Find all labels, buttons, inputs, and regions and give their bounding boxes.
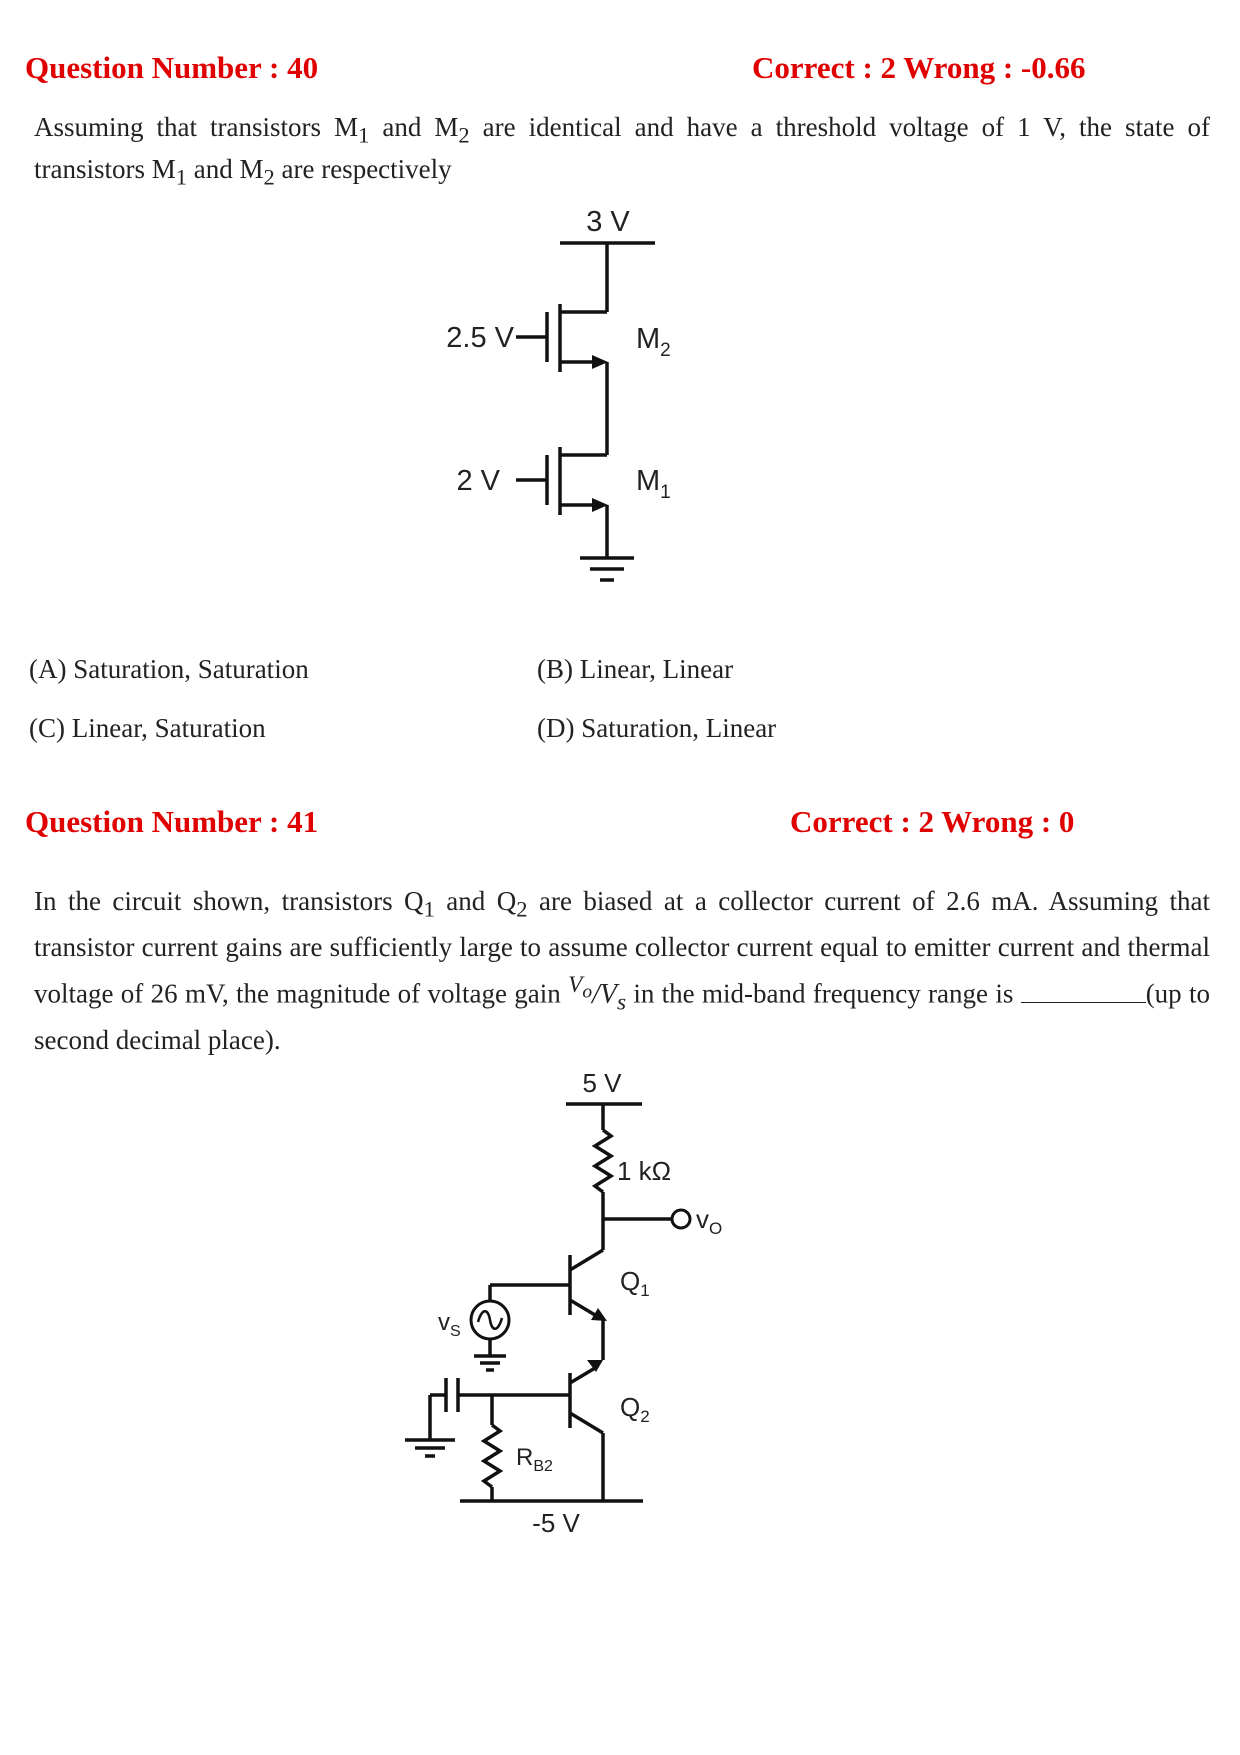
q41-question-text: In the circuit shown, transistors $Q_1$ and $Q_2$ are biased at a collector current of 2.6 mA. Assuming that transistor current gains are sufficiently large to assume collector current equal to emitter current and thermal voltage of 26 mV, the magnitude of voltage gain $^{V_o}/V_s$ in the mid-band frequency range is (up to second decimal place). bbox=[34, 886, 1211, 1056]
q40-option-d[interactable]: (D) Saturation, Linear bbox=[537, 713, 777, 743]
cap-ground-icon bbox=[405, 1440, 455, 1456]
q40-number: Question Number : 40 bbox=[25, 50, 319, 85]
q40-supply-label: 3 V bbox=[586, 206, 630, 238]
q40-option-b[interactable]: (B) Linear, Linear bbox=[537, 654, 734, 684]
base-resistor bbox=[484, 1425, 500, 1487]
q1-transistor bbox=[490, 1250, 607, 1360]
q41-supply-label: 5 V bbox=[582, 1068, 622, 1098]
q1-label: $Q_1$ bbox=[620, 1266, 650, 1300]
m2-transistor bbox=[516, 304, 608, 455]
q40-option-a[interactable]: (A) Saturation, Saturation bbox=[29, 654, 309, 684]
q40-option-c[interactable]: (C) Linear, Saturation bbox=[29, 713, 266, 743]
output-terminal-icon bbox=[672, 1210, 690, 1228]
neg-supply-label: -5 V bbox=[532, 1508, 580, 1538]
q2-label: $Q_2$ bbox=[620, 1392, 650, 1426]
q2-transistor bbox=[458, 1360, 603, 1501]
m1-gate-label: 2 V bbox=[456, 465, 500, 497]
m1-transistor bbox=[516, 447, 608, 558]
m2-gate-label: 2.5 V bbox=[446, 322, 514, 354]
answer-blank[interactable] bbox=[1021, 978, 1146, 1003]
vs-label: $v_S$ bbox=[438, 1309, 461, 1340]
rb-label: $R_{B2}$ bbox=[516, 1444, 553, 1475]
resistor-label: 1 kΩ bbox=[617, 1156, 672, 1186]
collector-resistor bbox=[595, 1130, 611, 1192]
vs-ground-icon bbox=[474, 1356, 506, 1370]
q40-ground-icon bbox=[580, 558, 634, 580]
q41-circuit bbox=[405, 1068, 722, 1538]
q41-number: Question Number : 41 bbox=[25, 804, 319, 839]
m1-label: $M_1$ bbox=[636, 465, 671, 503]
bypass-capacitor bbox=[430, 1378, 458, 1440]
gain-fraction: $^{V_o}/V_s$ bbox=[568, 972, 627, 1016]
q40-marks: Correct : 2 Wrong : -0.66 bbox=[752, 50, 1086, 85]
m2-label: $M_2$ bbox=[636, 323, 671, 361]
q41-marks: Correct : 2 Wrong : 0 bbox=[790, 804, 1075, 839]
vo-label: $v_O$ bbox=[696, 1204, 723, 1238]
q40-question-text: Assuming that transistors $M_1$ and $M_2$ are identical and have a threshold voltage of 1 V, the state of transistors $M_1$ and $M_2$ are respectively bbox=[34, 112, 1210, 190]
ac-source-icon bbox=[471, 1301, 509, 1339]
